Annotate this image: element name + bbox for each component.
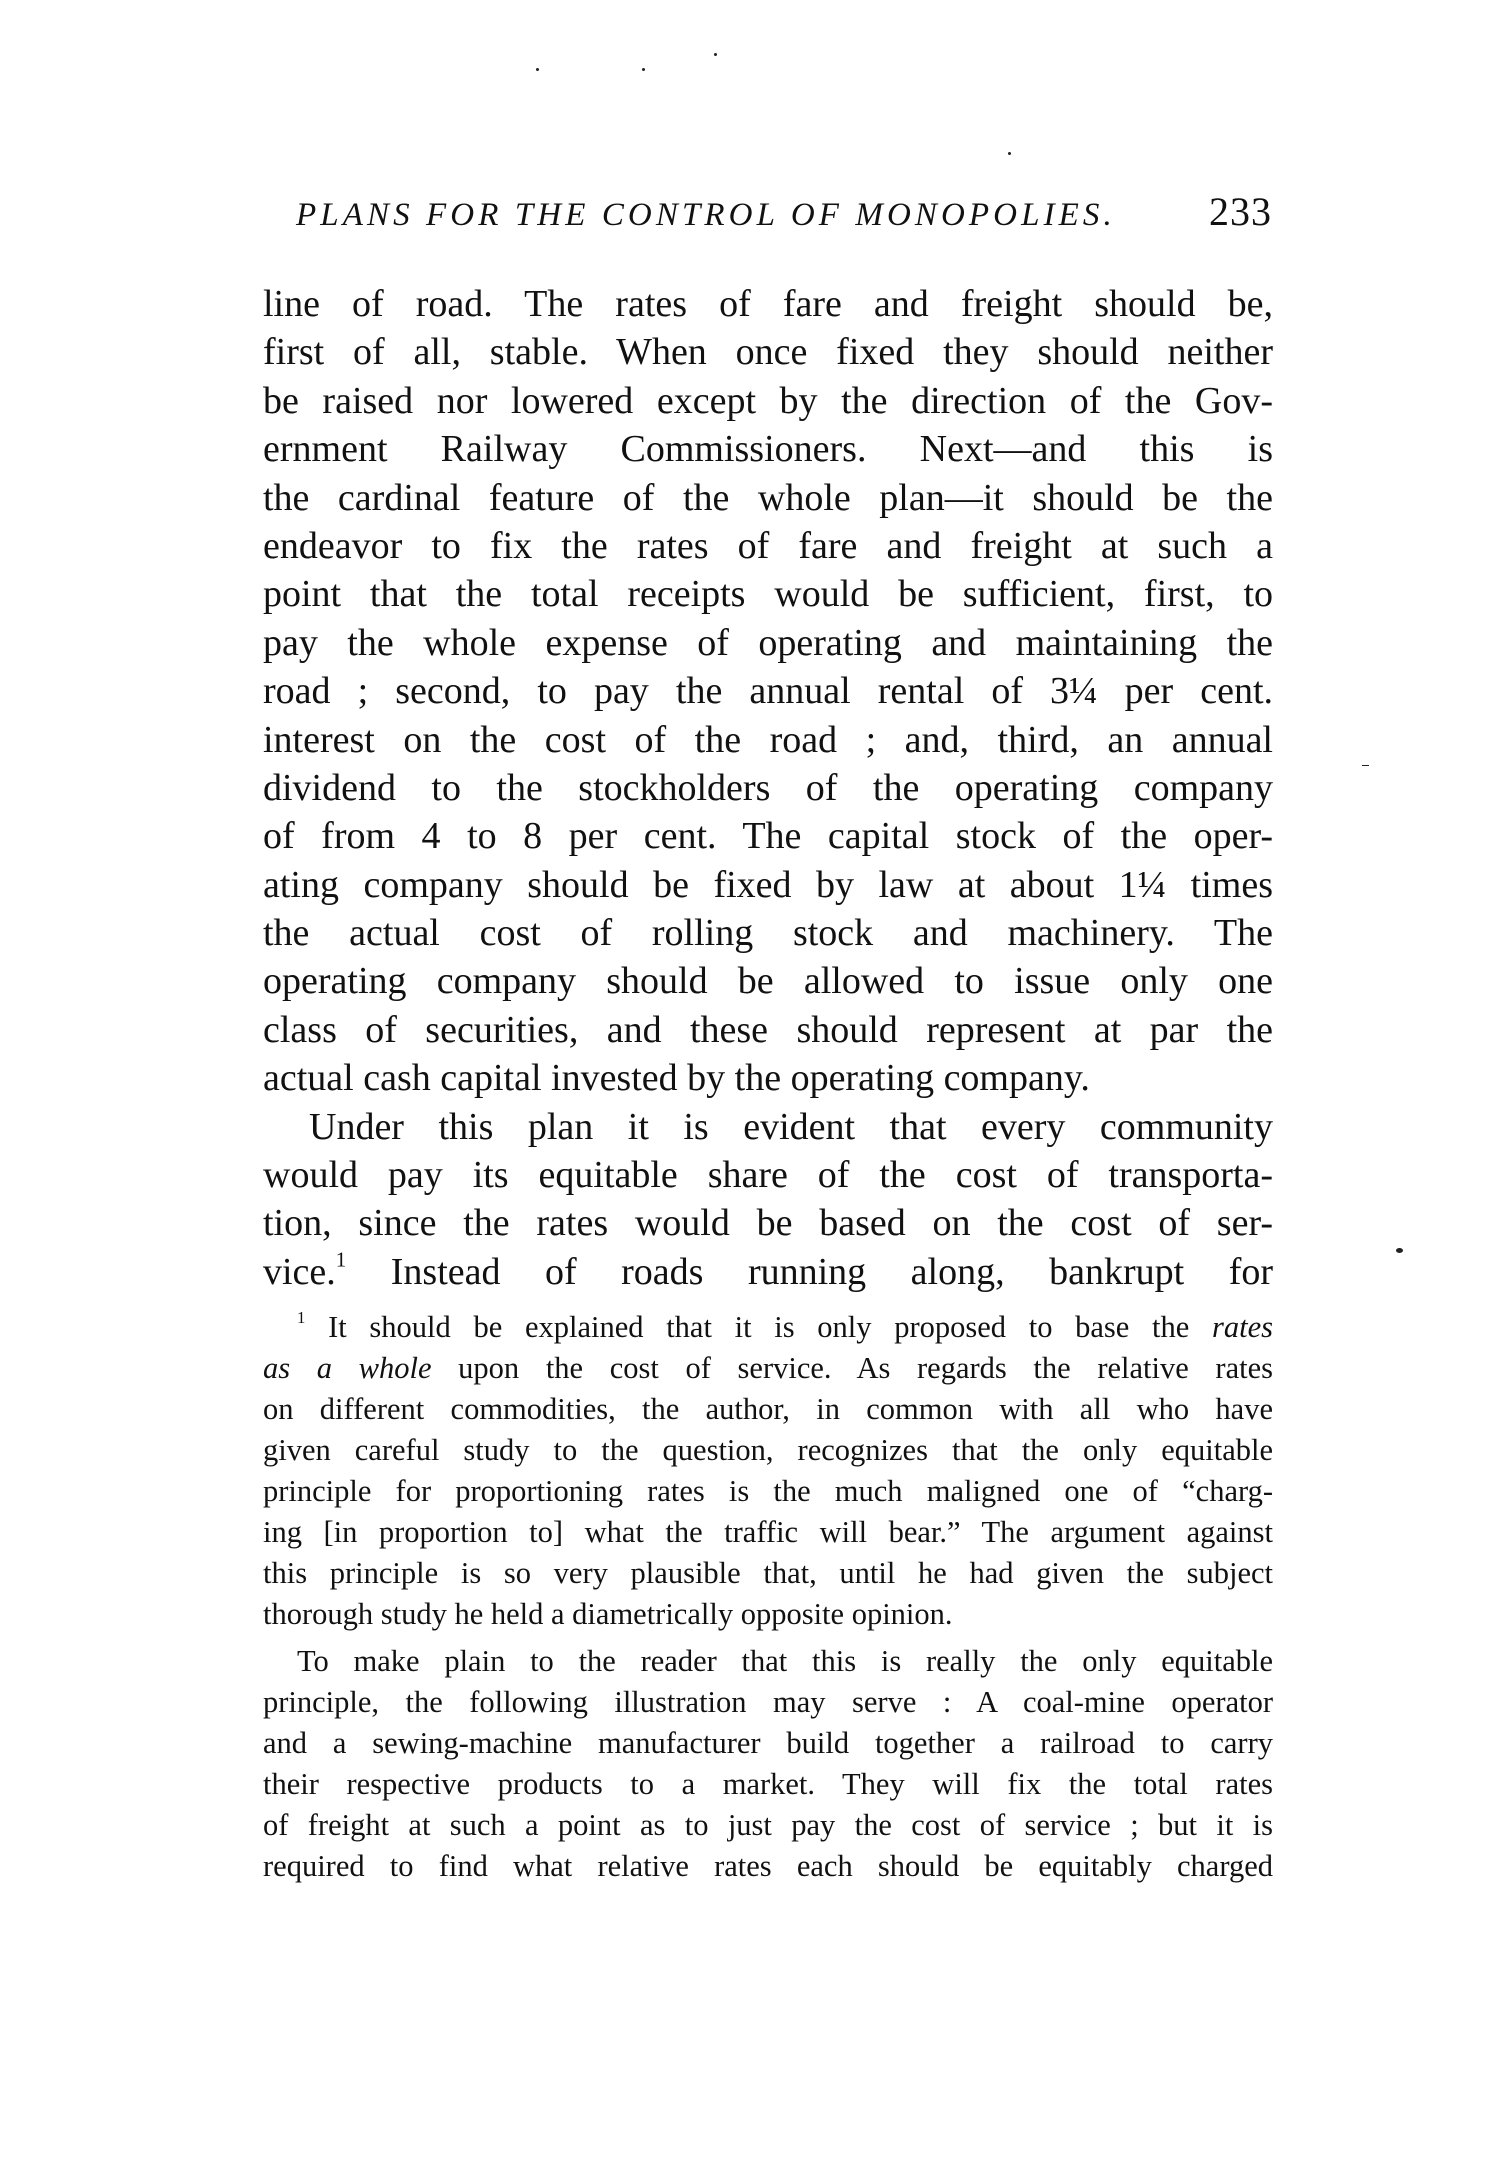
body-line: road ; second, to pay the annual rental of 3¼ per cent. xyxy=(263,670,1273,713)
footnote-marker: 1 xyxy=(297,1307,306,1327)
footnote-reference[interactable]: 1 xyxy=(335,1247,347,1272)
footnote-line xyxy=(263,1348,1273,1389)
running-title: PLANS FOR THE CONTROL OF MONOPOLIES. xyxy=(296,197,1116,233)
footnote-line: of freight at such a point as to just pay the cost of service ; but it is xyxy=(263,1808,1273,1842)
body-line: pay the whole expense of operating and maintaining the xyxy=(263,621,1273,664)
footnote-line: principle, the following illustration may serve : A coal-mine operator xyxy=(263,1685,1273,1719)
running-head xyxy=(296,188,1272,236)
body-line: line of road. The rates of fare and freight should be, xyxy=(263,283,1273,325)
body-line: actual cash capital invested by the operating company. xyxy=(263,1057,1090,1100)
scan-speck xyxy=(1008,152,1011,155)
footnote-line: ing [in proportion to] what the traffic will bear.” The argument against xyxy=(263,1515,1273,1549)
body-text-fragment: vice. xyxy=(263,1250,336,1293)
footnote-line: required to find what relative rates each should be equitably charged xyxy=(263,1849,1273,1883)
body-line: would pay its equitable share of the cost of transporta- xyxy=(263,1154,1273,1197)
body-line: ernment Railway Commissioners. Next—and this is xyxy=(263,428,1273,471)
body-line: the actual cost of rolling stock and machinery. The xyxy=(263,912,1273,955)
body-line: dividend to the stockholders of the operating company xyxy=(263,766,1273,809)
footnote-emphasis: rates xyxy=(1212,1310,1274,1344)
body-line: be raised nor lowered except by the direction of the Gov- xyxy=(263,379,1273,422)
footnote-line: and a sewing-machine manufacturer build together a railroad to carry xyxy=(263,1726,1273,1760)
scan-speck xyxy=(714,53,717,56)
footnote-line: on different commodities, the author, in common with all who have xyxy=(263,1392,1273,1426)
footnote-line: thorough study he held a diametrically opposite opinion. xyxy=(263,1597,953,1631)
body-line: first of all, stable. When once fixed they should neither xyxy=(263,331,1273,374)
footnote-emphasis: as a whole xyxy=(263,1351,432,1385)
body-line: class of securities, and these should represent at par the xyxy=(263,1008,1273,1051)
body-line: point that the total receipts would be sufficient, first, to xyxy=(263,573,1273,616)
body-line: the cardinal feature of the whole plan—it should be the xyxy=(263,476,1273,519)
page-number: 233 xyxy=(1209,189,1272,234)
footnotes xyxy=(263,1307,1273,1887)
scan-speck xyxy=(536,68,539,71)
scan-speck xyxy=(642,68,645,71)
footnote-line xyxy=(263,1307,1273,1348)
scan-speck xyxy=(1396,1248,1403,1253)
body-line: ating company should be fixed by law at about 1¼ times xyxy=(263,863,1273,906)
body-text xyxy=(263,280,1273,1296)
body-line: endeavor to fix the rates of fare and freight at such a xyxy=(263,524,1273,567)
footnote-text: It should be explained that it is only proposed to base the xyxy=(328,1310,1190,1344)
footnote-line: this principle is so very plausible that, until he had given the subject xyxy=(263,1556,1273,1590)
body-line: of from 4 to 8 per cent. The capital stock of the oper- xyxy=(263,815,1273,858)
footnote-line: principle for proportioning rates is the much maligned one of “charg- xyxy=(263,1474,1273,1508)
body-line: Under this plan it is evident that every community xyxy=(309,1105,1273,1148)
scan-speck xyxy=(1362,765,1369,766)
body-line: interest on the cost of the road ; and, third, an annual xyxy=(263,718,1273,761)
body-text-fragment: Instead of roads running along, bankrupt for xyxy=(346,1250,1273,1293)
body-line-with-footnote-ref xyxy=(263,1248,1273,1296)
body-line: operating company should be allowed to issue only one xyxy=(263,960,1273,1003)
footnote-line: given careful study to the question, recognizes that the only equitable xyxy=(263,1433,1273,1467)
body-line: tion, since the rates would be based on the cost of ser- xyxy=(263,1202,1273,1245)
footnote-line: their respective products to a market. They will fix the total rates xyxy=(263,1767,1273,1801)
footnote-line: To make plain to the reader that this is really the only equitable xyxy=(297,1644,1273,1678)
footnote-text: upon the cost of service. As regards the relative rates xyxy=(458,1351,1273,1385)
